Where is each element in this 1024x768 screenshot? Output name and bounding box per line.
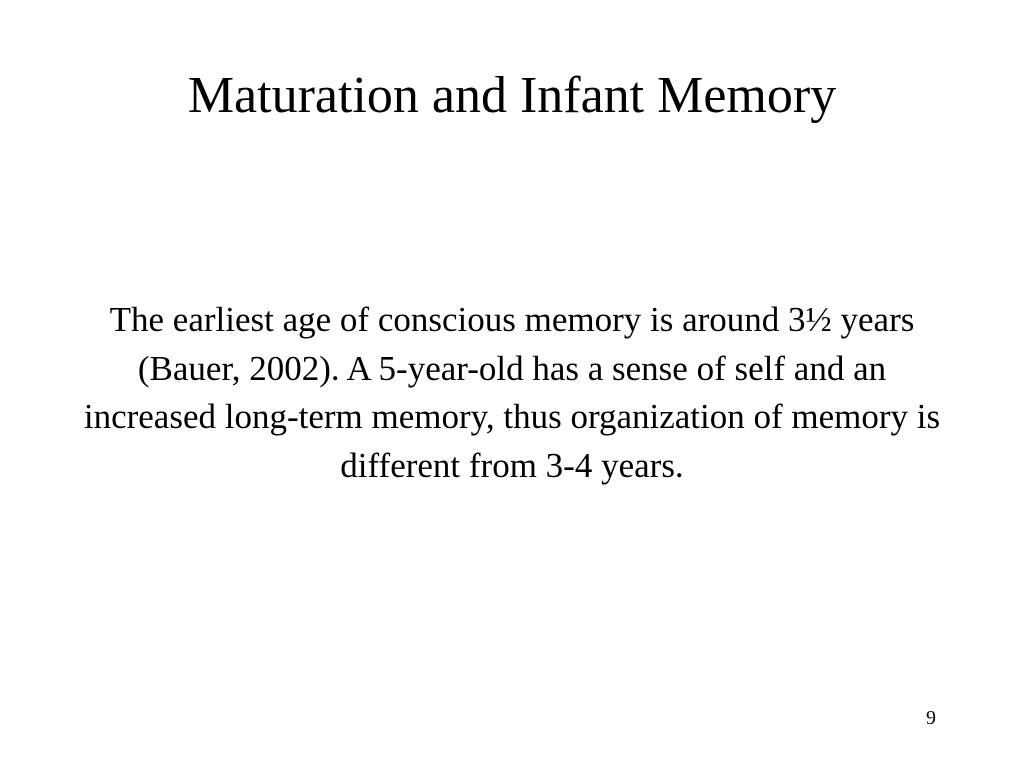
slide-body-text: The earliest age of conscious memory is around 3½ years (Bauer, 2002). A 5-year-old has a sense of self and an increased long-term memory, thus organization of memory is different from 3-4 years. (83, 300, 941, 485)
slide-page-number: 9 (926, 707, 936, 729)
slide-title: Maturation and Infant Memory (187, 67, 837, 124)
